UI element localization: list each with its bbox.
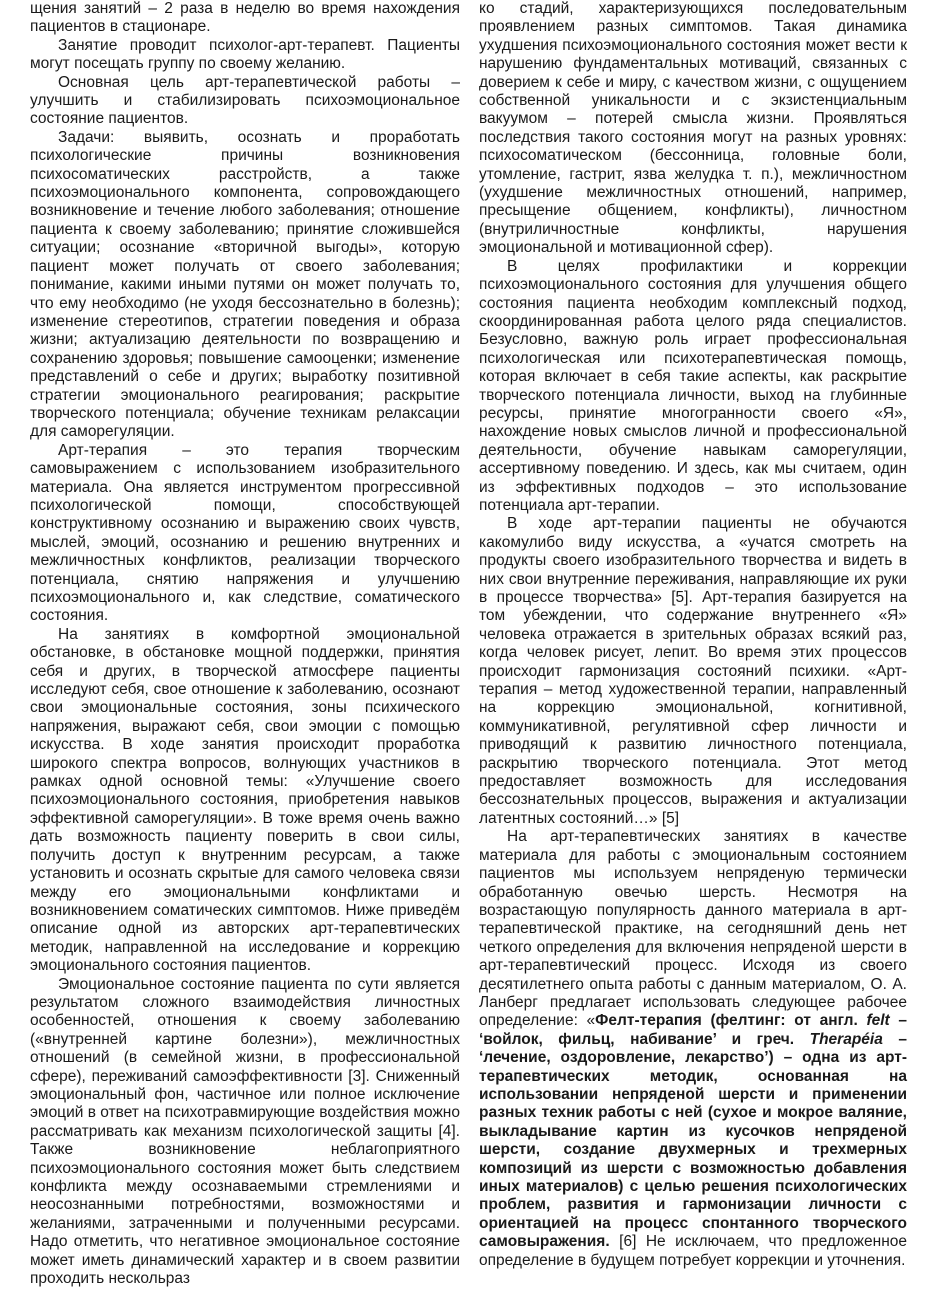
paragraph: Задачи: выявить, осознать и проработать психологические причины возникновения психосоматических расстройств, а также психоэмоционального компонента, сопровождающего возникновение и течение любого заболевания; отношение пациента к своему заболеванию; принятие сложившейся ситуации; осознание «вторичной выгоды», которую пациент может получать от своего заболевания; понимание, какими иными путями он может получать то, что ему необходимо (не уходя бессознательно в болезнь); изменение стереотипов, стратегии поведения и образа жизни; актуализацию деятельности по возвращению и сохранению здоровья; повышение самооценки; изменение представлений о себе и других; выработку позитивной стратегии эмоционального реагирования; раскрытие творческого потенциала; обучение техникам релаксации для саморегуляции.: [30, 128, 460, 441]
paragraph: Арт-терапия – это терапия творческим самовыражением с использованием изобразительного материала. Она является инструментом прогрессивной психологической помощи, способствующей конструктивному осознанию и выражению своих чувств, мыслей, эмоций, осознанию и решению внутренних и межличностных конфликтов, реализации творческого потенциала, снятию напряжения и улучшению психоэмоционального и, как следствие, соматического состояния.: [30, 441, 460, 625]
definition-text: – ‘лечение, оздоровление, лекарство’) – одна из арт-терапевтических методик, основанная на использовании непряденой шерсти и применении разных техник работы с ней (сухое и мокрое валяние, выкладывание картин из кусочков непряденой шерсти, создание двухмерных и трехмерных композиций из шерсти с возможностью добавления иных материалов) с целью решения психологических проблем, развития и гармонизации личности с ориентацией на процесс спонтанного творческого самовыражения.: [479, 1030, 907, 1251]
paragraph-text: На арт-терапевтических занятиях в качестве материала для работы с эмоциональным состоянием пациентов мы используем непряденую термически обработанную овечью шерсть. Несмотря на возрастающую популярность данного материала в арт-терапевтической практике, на сегодняшний день нет четкого определения для включения непряденой шерсти в арт-терапевтический процесс. Исходя из своего десятилетнего опыта работы с данным материалом, О. А. Ланберг предлагает использовать следующее рабочее определение: «: [479, 828, 907, 1030]
definition-text: Фелт-терапия (фелтинг: от англ.: [595, 1012, 867, 1030]
definition-term-english: felt: [866, 1012, 890, 1030]
paragraph: Основная цель арт-терапевтической работы – улучшить и стабилизировать психоэмоциональное состояние пациентов.: [30, 73, 460, 128]
definition-text: – ‘войлок, фильц, набивание’ и греч.: [479, 1012, 907, 1048]
paragraph: ко стадий, характеризующихся последовательным проявлением разных симптомов. Такая динамика ухудшения психоэмоционального состояния может вести к нарушению фундаментальных мотиваций, связанных с доверием к себе и миру, с качеством жизни, с ощущением собственной уникальности и с экзистенциальным вакуумом – потерей смысла жизни. Проявляться последствия такого состояния могут на разных уровнях: психосоматическом (бессонница, головные боли, утомление, гастрит, язва желудка т. п.), межличностном (ухудшение межличностных отношений, например, пресыщение общением, конфликты), личностном (внутриличностные конфликты, нарушения эмоциональной и мотивационной сфер).: [479, 0, 907, 257]
paragraph: щения занятий – 2 раза в неделю во время нахождения пациентов в стационаре.: [30, 0, 460, 36]
paragraph-definition: [479, 828, 907, 1270]
paragraph: Занятие проводит психолог-арт-терапевт. Пациенты могут посещать группу по своему желанию.: [30, 36, 460, 73]
paragraph-text: [6] Не исключаем, что предложенное определение в будущем потребует коррекции и уточнения.: [479, 1233, 907, 1269]
paragraph: На занятиях в комфортной эмоциональной обстановке, в обстановке мощной поддержки, принятия себя и других, в творческой атмосфере пациенты исследуют себя, свое отношение к заболеванию, осознают свои эмоциональные состояния, зоны психического напряжения, выражают себя, свои эмоции с помощью искусства. В ходе занятия происходит проработка широкого спектра вопросов, волнующих участников в рамках одной основной темы: «Улучшение своего психоэмоционального состояния, приобретения навыков эффективной саморегуляции». В тоже время очень важно дать возможность пациенту поверить в свои силы, получить доступ к внутренним ресурсам, а также установить и осознать скрытые для самого человека связи между его эмоциональными конфликтами и возникновением соматических симптомов. Ниже приведём описание одной из авторских арт-терапевтических методик, направленной на исследование и коррекцию эмоционального состояния пациентов.: [30, 625, 460, 975]
paragraph: В целях профилактики и коррекции психоэмоционального состояния для улучшения общего состояния пациента необходим комплексный подход, скоординированная работа целого ряда специалистов. Безусловно, важную роль играет профессиональная психологическая или психотерапевтическая помощь, которая включает в себя такие аспекты, как раскрытие творческого потенциала личности, выход на глубинные ресурсы, принятие многогранности своего «Я», нахождение новых смыслов личной и профессиональной деятельности, обучение навыкам саморегуляции, ассертивному поведению. И здесь, как мы считаем, один из эффективных подходов – это использование потенциала арт-терапии.: [479, 257, 907, 514]
definition-term-greek: Therapéia: [809, 1030, 883, 1048]
left-column: [30, 0, 460, 1288]
paragraph: В ходе арт-терапии пациенты не обучаются какомулибо виду искусства, а «учатся смотреть на продукты своего изобразительного творчества и видеть в них свои внутренние переживания, направляющие их руки в процессе творчества» [5]. Арт-терапия базируется на том убеждении, что содержание внутреннего «Я» человека отражается в зрительных образах всякий раз, когда человек рисует, лепит. Во время этих процессов происходит гармонизация состояний психики. «Арт-терапия – метод художественной терапии, направленный на коррекцию эмоциональной, когнитивной, коммуникативной, регулятивной сфер личности и приводящий к развитию личностного потенциала, раскрытию творческого потенциала. Этот метод предоставляет возможность для исследования бессознательных процессов, выражения и актуализации латентных состояний…» [5]: [479, 515, 907, 827]
right-column: [479, 0, 907, 1270]
paragraph: Эмоциональное состояние пациента по сути является результатом сложного взаимодействия личностных особенностей, отношения к своему заболеванию («внутренней картине болезни»), межличностных отношений (в семейной жизни, в профессиональной сфере), переживаний самоэффективности [3]. Сниженный эмоциональный фон, частичное или полное исключение эмоций в ответ на психотравмирующие воздействия можно рассматривать как механизм психологической защиты [4]. Также возникновение неблагоприятного психоэмоционального состояния может быть следствием конфликта между осознаваемыми стремлениями и неосознанными потребностями, возможностями и желаниями, затраченными и полученными ресурсами. Надо отметить, что негативное эмоциональное состояние может иметь динамический характер и в своем развитии проходить нескольраз: [30, 975, 460, 1288]
